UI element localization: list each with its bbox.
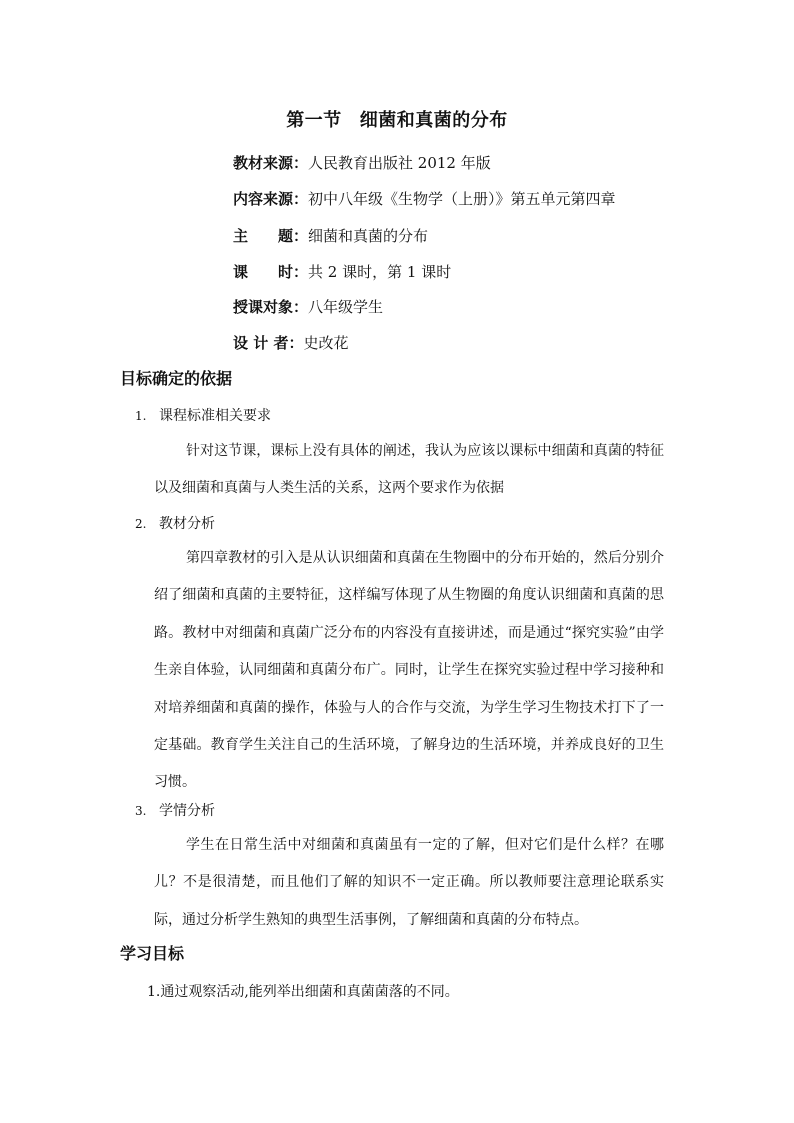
meta-key: 内容来源 <box>233 190 294 208</box>
list-item-textbook-analysis <box>135 514 215 534</box>
meta-row-content-source: 内容来源：初中八年级《生物学（上册）》第五单元第四章 <box>233 190 616 208</box>
meta-row-designer: 设 计 者：史改花 <box>233 334 349 352</box>
meta-row-topic: 主 题：细菌和真菌的分布 <box>233 227 429 245</box>
meta-key: 课 时 <box>233 263 294 281</box>
list-item-curriculum <box>135 406 271 426</box>
meta-value: 共 2 课时，第 1 课时 <box>308 263 452 281</box>
meta-row-audience: 授课对象：八年级学生 <box>233 298 384 316</box>
meta-value: 初中八年级《生物学（上册）》第五单元第四章 <box>308 190 616 208</box>
page-title <box>0 106 794 132</box>
item-number: 1. <box>135 409 147 423</box>
meta-key: 教材来源 <box>233 154 294 172</box>
meta-value: 人民教育出版社 2012 年版 <box>308 154 491 172</box>
item-number: 2. <box>135 517 147 531</box>
meta-key: 主 题 <box>233 227 294 245</box>
meta-value: 细菌和真菌的分布 <box>308 227 429 245</box>
paragraph-textbook-analysis: 第四章教材的引入是从认识细菌和真菌在生物圈中的分布开始的，然后分别介绍了细菌和真菌的主要特征，这样编写体现了从生物圈的角度认识细菌和真菌的思路。教材中对细菌和真菌广泛分布的内容没有直接讲述，而是通过“探究实验”由学生亲自体验，认同细菌和真菌分布广。同时，让学生在探究实验过程中学习接种和对培养细菌和真菌的操作，体验与人的合作与交流，为学生学习生物技术打下了一定基础。教育学生关注自己的生活环境，了解身边的生活环境，并养成良好的卫生习惯。 <box>154 550 664 791</box>
section-heading-basis: 目标确定的依据 <box>120 369 233 388</box>
title-section-number: 第一节 <box>286 110 342 131</box>
item-number: 3. <box>135 804 147 818</box>
meta-row-textbook-source: 教材来源：人民教育出版社 2012 年版 <box>233 154 491 172</box>
paragraph-curriculum: 针对这节课，课标上没有具体的阐述，我认为应该以课标中细菌和真菌的特征以及细菌和真菌与人类生活的关系，这两个要求作为依据 <box>154 443 664 497</box>
meta-key: 授课对象 <box>233 298 294 316</box>
meta-key: 设 计 者 <box>233 334 289 352</box>
meta-value: 八年级学生 <box>308 298 384 316</box>
item-label: 教材分析 <box>159 516 215 532</box>
learning-goal-item: 1.通过观察活动,能列举出细菌和真菌菌落的不同。 <box>147 984 459 1000</box>
meta-row-class-hours: 课 时：共 2 课时，第 1 课时 <box>233 263 452 281</box>
title-topic: 细菌和真菌的分布 <box>359 110 508 131</box>
paragraph-student-analysis: 学生在日常生活中对细菌和真菌虽有一定的了解，但对它们是什么样？在哪儿？不是很清楚，而且他们了解的知识不一定正确。所以教师要注意理论联系实际，通过分析学生熟知的典型生活事例，了解细菌和真菌的分布特点。 <box>154 837 664 928</box>
item-label: 学情分析 <box>159 803 215 819</box>
section-heading-learning-goals: 学习目标 <box>120 944 185 963</box>
item-label: 课程标准相关要求 <box>159 408 271 424</box>
list-item-student-analysis <box>135 801 215 821</box>
meta-value: 史改花 <box>303 334 349 352</box>
